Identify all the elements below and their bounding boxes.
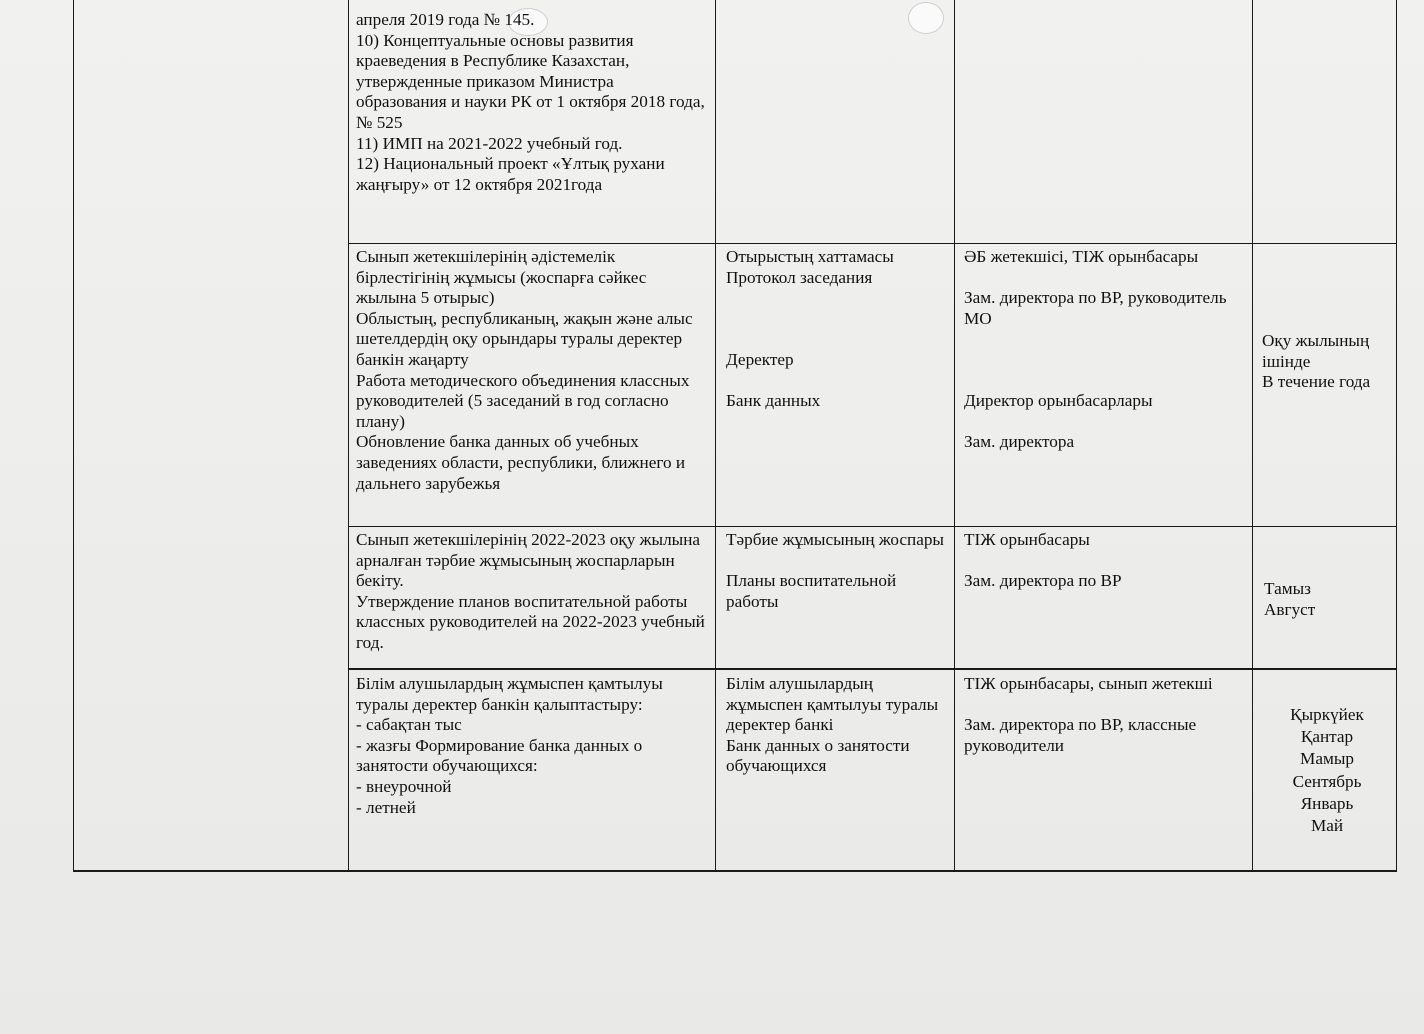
row-divider bbox=[349, 526, 1397, 527]
row-divider bbox=[349, 243, 1397, 244]
table-cell-content: Сынып жетекшілерінің әдістемелік бірлестігінің жұмысы (жоспарға сәйкес жылына 5 отырыс) Облыстың, республиканың, жақын және алыс шетелдердің оқу орындары туралы деректер банкін жаңарту Работа методического объединения классных руководителей (5 заседаний в год согласно плану) Обновление банка данных об учебных заведениях области, республики, ближнего и дальнего зарубежья bbox=[356, 247, 693, 493]
table-divider bbox=[1252, 0, 1253, 872]
table-cell-form: Білім алушылардың жұмыспен қамтылуы туралы деректер банкі Банк данных о занятости обучающихся bbox=[726, 674, 939, 776]
table-border-left bbox=[73, 0, 74, 872]
table-cell-form: Тәрбие жұмысының жоспары Планы воспитательной работы bbox=[726, 530, 944, 611]
table-cell-content: Білім алушылардың жұмыспен қамтылуы туралы деректер банкін қалыптастыру: - сабақтан тыс - жазғы Формирование банка данных о занятости обучающихся: - внеурочной - летней bbox=[356, 674, 663, 817]
table-divider bbox=[715, 0, 716, 872]
table-cell-form: Отырыстың хаттамасы Протокол заседания Деректер Банк данных bbox=[726, 247, 894, 411]
table-cell-deadline: Оқу жылының ішінде В течение года bbox=[1262, 331, 1371, 392]
table-cell-responsible: ТІЖ орынбасары Зам. директора по ВР bbox=[964, 530, 1122, 591]
table-cell-deadline: Қыркүйек Қантар Мамыр Сентябрь Январь Май bbox=[1290, 705, 1364, 836]
table-cell-responsible: ТІЖ орынбасары, сынып жетекші Зам. директора по ВР, классные руководители bbox=[964, 674, 1213, 755]
table-divider bbox=[954, 0, 955, 872]
punch-hole bbox=[908, 2, 944, 34]
table-cell-content: апреля 2019 года № 145. 10) Концептуальные основы развития краеведения в Республике Казахстан, утвержденные приказом Министра образования и науки РК от 1 октября 2018 года, № 525 11) ИМП на 2021-2022 учебный год. 12) Национальный проект «Ұлтық рухани жаңғыру» от 12 октября 2021года bbox=[356, 10, 705, 194]
row-divider bbox=[349, 668, 1397, 670]
table-divider bbox=[348, 0, 349, 872]
table-border-bottom bbox=[73, 870, 1397, 872]
table-cell-responsible: ӘБ жетекшісі, ТІЖ орынбасары Зам. директора по ВР, руководитель МО Директор орынбасарлары Зам. директора bbox=[964, 247, 1227, 452]
table-cell-content: Сынып жетекшілерінің 2022-2023 оқу жылына арналған тәрбие жұмысының жоспарларын бекіту. Утверждение планов воспитательной работы классных руководителей на 2022-2023 учебный год. bbox=[356, 530, 705, 652]
table-border-right bbox=[1396, 0, 1397, 872]
table-cell-deadline: Тамыз Август bbox=[1264, 579, 1316, 619]
